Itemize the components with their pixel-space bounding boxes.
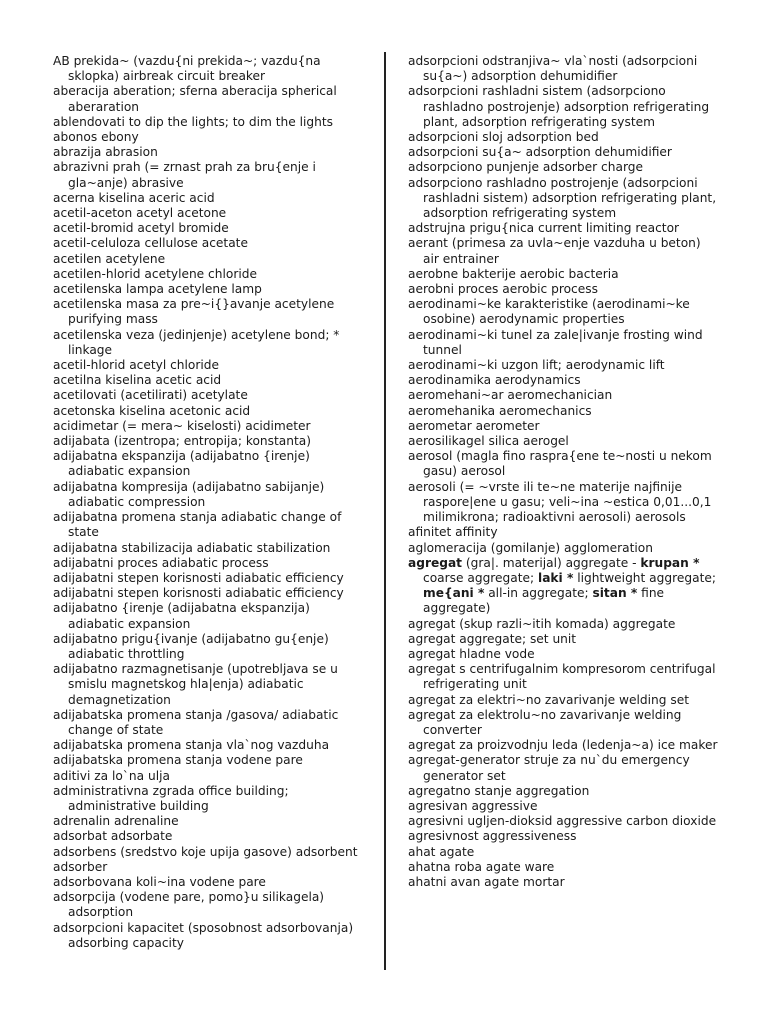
entry-text: all-in aggregate; (484, 586, 593, 601)
dictionary-entry: acetonska kiselina acetonic acid (53, 403, 251, 418)
dictionary-entry: adsorpciono punjenje adsorber charge (408, 160, 643, 175)
dictionary-entry: agregatno stanje aggregation (408, 783, 590, 798)
entry-text: lightweight aggregate; (573, 570, 716, 585)
dictionary-entry: adijabatna promena stanja adiabatic change of state (53, 510, 342, 540)
dictionary-entry: adijabatno prigu{ivanje (adijabatno gu{enje) adiabatic throttling (53, 631, 329, 661)
dictionary-entry: aeromehani~ar aeromechanician (408, 388, 613, 403)
right-column (408, 54, 720, 890)
dictionary-entry: acetil-bromid acetyl bromide (53, 221, 229, 236)
dictionary-entry: aerosol (magla fino raspra{ene te~nosti u nekom gasu) aerosol (408, 449, 712, 479)
entry-text: coarse aggregate; (423, 570, 539, 585)
dictionary-entry: administrativna zgrada office building; administrative building (53, 783, 289, 813)
entry-text: fine aggregate) (423, 586, 665, 616)
dictionary-entry: adsorpcioni sloj adsorption bed (408, 130, 599, 145)
dictionary-entry: adsorbat adsorbate (53, 829, 173, 844)
dictionary-entry: adijabatno {irenje (adijabatna ekspanzija) adiabatic expansion (53, 601, 310, 631)
dictionary-entry: agresivan aggressive (408, 798, 538, 813)
dictionary-entry: ablendovati to dip the lights; to dim the lights (53, 114, 333, 129)
dictionary-entry: agregat za elektri~no zavarivanje welding set (408, 692, 689, 707)
dictionary-entry: adsorpcioni kapacitet (sposobnost adsorbovanja) adsorbing capacity (53, 920, 354, 950)
dictionary-entry: adsorber (53, 859, 108, 874)
dictionary-entry: acetilenska lampa acetylene lamp (53, 282, 262, 297)
entry-headword: laki * (538, 570, 574, 585)
dictionary-entry: aerosoli (= ~vrste ili te~ne materije najfinije raspore|ene u gasu; veli~ina ~estica 0,01...0,1 milimikrona; radioaktivni aerosoli) aerosols (408, 479, 712, 525)
dictionary-entry: aerant (primesa za uvla~enje vazduha u beton) air entrainer (408, 236, 701, 266)
column-divider (384, 52, 386, 970)
dictionary-entry: adsorbovana koli~ina vodene pare (53, 874, 266, 889)
dictionary-entry (408, 556, 720, 617)
dictionary-entry: adsorpcioni su{a~ adsorption dehumidifier (408, 145, 672, 160)
entry-headword: sitan * (592, 586, 638, 601)
dictionary-entry: aerobne bakterije aerobic bacteria (408, 266, 619, 281)
dictionary-entry: aerodinami~ki uzgon lift; aerodynamic lift (408, 358, 665, 373)
dictionary-entry: abonos ebony (53, 130, 139, 145)
dictionary-entry: agregat s centrifugalnim kompresorom centrifugal refrigerating unit (408, 662, 716, 692)
dictionary-entry: adijabatni proces adiabatic process (53, 555, 269, 570)
entry-text: (gra|. materijal) aggregate - (462, 555, 641, 570)
dictionary-entry: aeromehanika aeromechanics (408, 403, 592, 418)
dictionary-entry: abrazivni prah (= zrnast prah za bru{enje i gla~anje) abrasive (53, 160, 316, 190)
dictionary-entry: adijabatni stepen korisnosti adiabatic efficiency (53, 570, 344, 585)
entry-headword: me{ani * (423, 586, 485, 601)
left-column (53, 54, 369, 951)
dictionary-entry: aglomeracija (gomilanje) agglomeration (408, 540, 653, 555)
dictionary-entry: adrenalin adrenaline (53, 814, 179, 829)
dictionary-entry: adsorpcioni rashladni sistem (adsorpciono rashladno postrojenje) adsorption refrigerating plant, adsorption refrigerating system (408, 84, 710, 129)
dictionary-entry: acerna kiselina aceric acid (53, 190, 215, 205)
dictionary-entry: adijabatni stepen korisnosti adiabatic efficiency (53, 586, 344, 601)
dictionary-entry: acidimetar (= mera~ kiselosti) acidimeter (53, 418, 311, 433)
dictionary-entry: adstrujna prigu{nica current limiting reactor (408, 221, 680, 236)
dictionary-entry: acetil-aceton acetyl acetone (53, 206, 227, 221)
dictionary-entry: aerodinamika aerodynamics (408, 373, 581, 388)
dictionary-entry: adijabatska promena stanja vla`nog vazduha (53, 738, 330, 753)
dictionary-entry: ahat agate (408, 844, 475, 859)
dictionary-entry: acetil-hlorid acetyl chloride (53, 358, 220, 373)
entry-headword: agregat (408, 555, 462, 570)
dictionary-entry: adijabatna ekspanzija (adijabatno {irenje) adiabatic expansion (53, 449, 310, 479)
dictionary-entry: aerosilikagel silica aerogel (408, 434, 569, 449)
dictionary-entry: acetilen acetylene (53, 251, 166, 266)
dictionary-entry: adsorpciono rashladno postrojenje (adsorpcioni rashladni sistem) adsorption refrigerating plant, adsorption refrigerating system (408, 175, 717, 221)
dictionary-entry: adijabatska promena stanja vodene pare (53, 753, 303, 768)
dictionary-entry: adijabata (izentropa; entropija; konstanta) (53, 434, 311, 449)
dictionary-entry: AB prekida~ (vazdu{ni prekida~; vazdu{na sklopka) airbreak circuit breaker (53, 54, 321, 84)
dictionary-entry: agregat-generator struje za nu`du emergency generator set (408, 753, 690, 783)
dictionary-entry: aditivi za lo`na ulja (53, 768, 170, 783)
dictionary-entry: acetilenska veza (jedinjenje) acetylene bond; * linkage (53, 327, 340, 357)
dictionary-entry: adsorpcioni odstranjiva~ vla`nosti (adsorpcioni su{a~) adsorption dehumidifier (408, 54, 698, 84)
dictionary-entry: agregat (skup razli~itih komada) aggregate (408, 616, 676, 631)
dictionary-entry: adijabatna stabilizacija adiabatic stabilization (53, 540, 331, 555)
dictionary-entry: afinitet affinity (408, 525, 498, 540)
dictionary-entry: aerometar aerometer (408, 418, 540, 433)
dictionary-entry: aerodinami~ki tunel za zale|ivanje frosting wind tunnel (408, 327, 703, 357)
dictionary-entry: adsorpcija (vodene pare, pomo}u silikagela) adsorption (53, 890, 325, 920)
dictionary-entry: ahatni avan agate mortar (408, 874, 565, 889)
entry-headword: krupan * (640, 555, 700, 570)
dictionary-entry: adijabatna kompresija (adijabatno sabijanje) adiabatic compression (53, 479, 325, 509)
dictionary-entry: acetilen-hlorid acetylene chloride (53, 266, 257, 281)
dictionary-entry: aberacija aberation; sferna aberacija spherical aberaration (53, 84, 337, 114)
dictionary-entry: agresivni ugljen-dioksid aggressive carbon dioxide (408, 814, 717, 829)
dictionary-entry: acetil-celuloza cellulose acetate (53, 236, 248, 251)
dictionary-entry: acetilenska masa za pre~i{}avanje acetylene purifying mass (53, 297, 335, 327)
dictionary-entry: agregat za proizvodnju leda (ledenja~a) ice maker (408, 738, 718, 753)
dictionary-entry: aerodinami~ke karakteristike (aerodinami~ke osobine) aerodynamic properties (408, 297, 690, 327)
dictionary-entry: agregat aggregate; set unit (408, 631, 577, 646)
dictionary-entry: abrazija abrasion (53, 145, 158, 160)
dictionary-entry: agresivnost aggressiveness (408, 829, 577, 844)
dictionary-entry: adijabatska promena stanja /gasova/ adiabatic change of state (53, 707, 339, 737)
dictionary-entry: adsorbens (sredstvo koje upija gasove) adsorbent (53, 844, 358, 859)
dictionary-entry: agregat hladne vode (408, 646, 535, 661)
dictionary-entry: acetilna kiselina acetic acid (53, 373, 222, 388)
dictionary-entry: agregat za elektrolu~no zavarivanje welding converter (408, 707, 682, 737)
dictionary-entry: aerobni proces aerobic process (408, 282, 598, 297)
dictionary-entry: acetilovati (acetilirati) acetylate (53, 388, 248, 403)
dictionary-entry: ahatna roba agate ware (408, 859, 555, 874)
dictionary-entry: adijabatno razmagnetisanje (upotrebljava se u smislu magnetskog hla|enja) adiabatic demagnetization (53, 662, 338, 707)
